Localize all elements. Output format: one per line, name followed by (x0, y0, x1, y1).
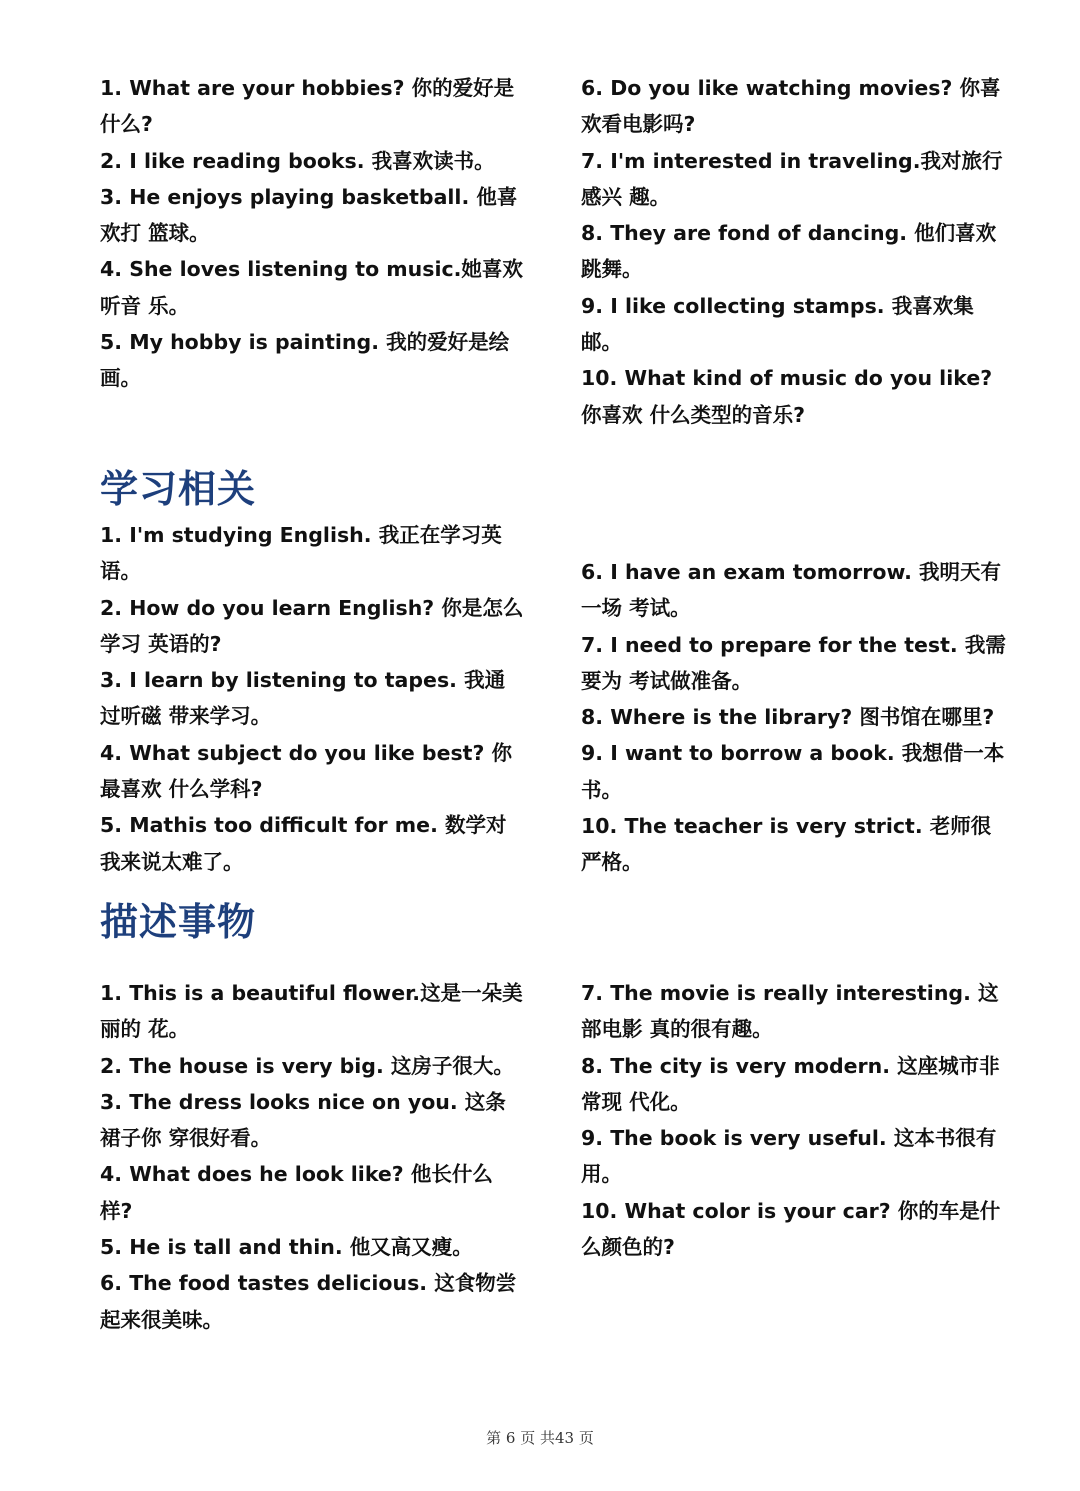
list-item: 9. I want to borrow a book. 我想借一本书。 (581, 741, 1005, 802)
list-item: 8. The city is very modern. 这座城市非常现 代化。 (581, 1053, 1000, 1114)
list-item: 9. I like collecting stamps. 我喜欢集邮。 (581, 293, 974, 355)
left-column (100, 70, 525, 397)
list-item: 10. What kind of music do you like? 你喜欢 什么类型的音乐? (581, 366, 993, 427)
list-item: 9. The book is very useful. 这本书很有用。 (581, 1126, 997, 1187)
list-item: 6. I have an exam tomorrow. 我明天有一场 考试。 (581, 560, 1001, 621)
list-item: 2. How do you learn English? 你是怎么学习 英语的? (100, 595, 524, 656)
list-item: 6. Do you like watching movies? 你喜欢看电影吗? (581, 76, 1001, 137)
list-item: 7. I'm interested in traveling.我对旅行感兴 趣。 (581, 148, 1003, 209)
list-item: 10. What color is your car? 你的车是什么颜色的? (581, 1198, 1001, 1260)
right-column (581, 554, 1006, 881)
right-column (581, 975, 1006, 1265)
list-item: 5. My hobby is painting. 我的爱好是绘画。 (100, 330, 510, 391)
section-heading: 学习相关 (100, 467, 257, 511)
list-item: 3. I learn by listening to tapes. 我通过听磁 带来学习。 (100, 668, 506, 729)
left-column (100, 517, 525, 880)
right-column (581, 70, 1006, 433)
list-item: 2. I like reading books. 我喜欢读书。 (100, 148, 495, 173)
list-item: 6. The food tastes delicious. 这食物尝起来很美味。 (100, 1271, 517, 1332)
section-heading: 描述事物 (100, 900, 257, 944)
list-item: 8. They are fond of dancing. 他们喜欢跳舞。 (581, 221, 997, 282)
list-item: 1. I'm studying English. 我正在学习英语。 (100, 523, 502, 584)
page-number: 第 6 页 共43 页 (486, 1429, 594, 1447)
list-item: 1. This is a beautiful flower.这是一朵美丽的 花。 (100, 981, 523, 1042)
list-item: 2. The house is very big. 这房子很大。 (100, 1053, 514, 1078)
list-item: 4. What subject do you like best? 你最喜欢 什么学科? (100, 740, 513, 802)
list-item: 7. I need to prepare for the test. 我需要为 考试做准备。 (581, 632, 1006, 693)
list-item: 4. What does he look like? 他长什么样? (100, 1162, 493, 1223)
list-item: 5. Mathis too difficult for me. 数学对我来说太难了。 (100, 813, 507, 874)
list-item: 4. She loves listening to music.她喜欢听音 乐。 (100, 257, 523, 318)
list-item: 8. Where is the library? 图书馆在哪里? (581, 705, 995, 730)
list-item: 10. The teacher is very strict. 老师很严格。 (581, 814, 992, 875)
left-column (100, 975, 525, 1338)
list-item: 7. The movie is really interesting. 这部电影 真的很有趣。 (581, 981, 999, 1042)
list-item: 3. He enjoys playing basketball. 他喜欢打 篮球。 (100, 184, 518, 246)
list-item: 5. He is tall and thin. 他又高又瘦。 (100, 1235, 473, 1260)
list-item: 3. The dress looks nice on you. 这条裙子你 穿很好看。 (100, 1089, 506, 1151)
list-item: 1. What are your hobbies? 你的爱好是什么? (100, 76, 515, 137)
